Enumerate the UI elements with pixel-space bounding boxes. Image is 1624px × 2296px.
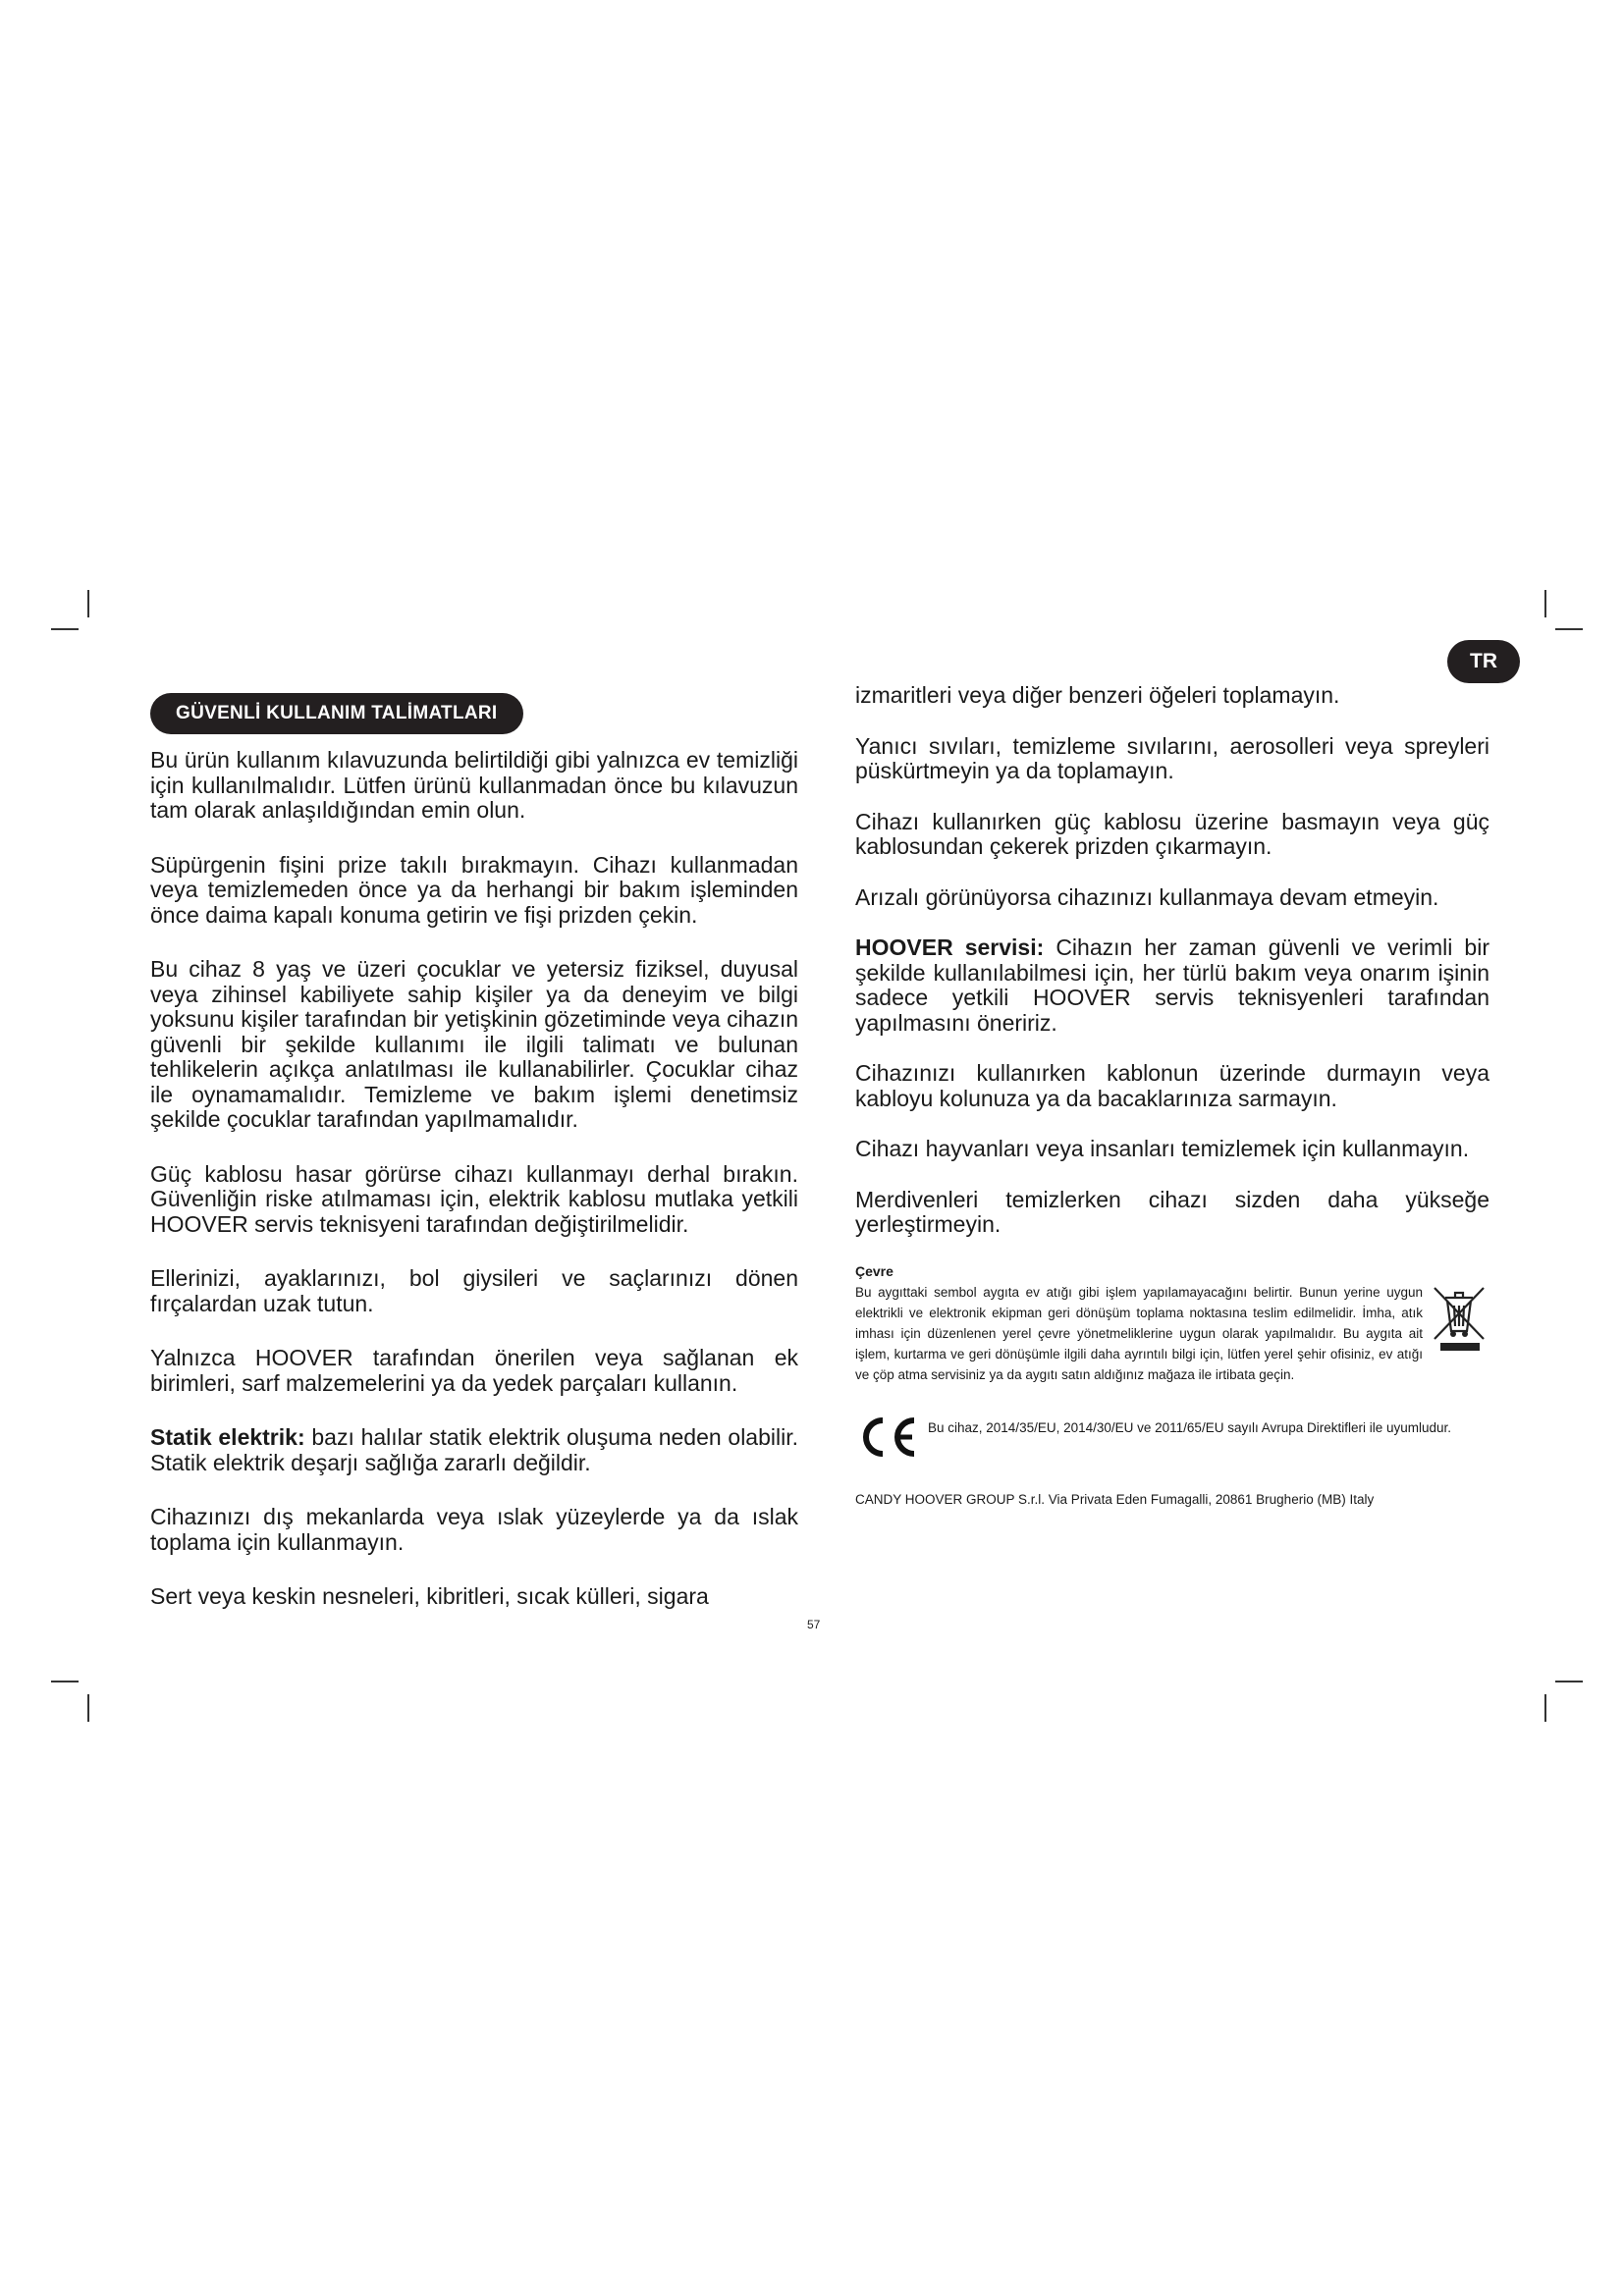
paragraph: Cihazınızı dış mekanlarda veya ıslak yüzeylerde ya da ıslak toplama için kullanmayın. (150, 1504, 798, 1555)
paragraph: Bu ürün kullanım kılavuzunda belirtildiği gibi yalnızca ev temizliği için kullanılmalıdır. Lütfen ürünü kullanmadan önce bu kılavuzun tam olarak anlaşıldığından emin olun. (150, 747, 798, 823)
paragraph: Cihazınızı kullanırken kablonun üzerinde durmayın veya kabloyu kolunuza ya da bacaklarınıza sarmayın. (855, 1060, 1489, 1111)
paragraph: izmaritleri veya diğer benzeri öğeleri toplamayın. (855, 682, 1340, 708)
crop-mark (51, 628, 79, 630)
crop-mark (87, 1694, 89, 1722)
crop-mark (87, 590, 89, 617)
paragraph: Arızalı görünüyorsa cihazınızı kullanmaya devam etmeyin. (855, 883, 1439, 910)
paragraph-body: Cihazın her zaman güvenli ve verimli bir şekilde kullanılabilmesi için, her türlü bakım veya onarım işinin sadece yetkili HOOVER servis teknisyenleri tarafından yapılmasını öneririz. (855, 934, 1489, 1036)
environment-section (855, 1282, 1489, 1385)
crop-mark (1544, 590, 1546, 617)
crop-mark (1555, 1681, 1583, 1682)
paragraph: Cihazı kullanırken güç kablosu üzerine basmayın veya güç kablosundan çekerek prizden çıkarmayın. (855, 808, 1489, 859)
paragraph: Merdivenleri temizlerken cihazı sizden daha yükseğe yerleştirmeyin. (855, 1186, 1489, 1237)
right-column (855, 683, 1489, 1510)
weee-crossed-bin-icon (1429, 1282, 1489, 1353)
language-badge: TR (1447, 640, 1520, 683)
page-number: 57 (807, 1618, 821, 1631)
ce-mark-icon (855, 1415, 920, 1460)
paragraph: Süpürgenin fişini prize takılı bırakmayın. Cihazı kullanmadan veya temizlemeden önce ya da herhangi bir bakım işleminden önce daima kapalı konuma getirin ve fişi prizden çekin. (150, 851, 798, 928)
paragraph: Cihazı hayvanları veya insanları temizlemek için kullanmayın. (855, 1136, 1470, 1161)
crop-mark (1555, 628, 1583, 630)
paragraph-lead: HOOVER servisi: (855, 934, 1045, 960)
crop-mark (51, 1681, 79, 1682)
paragraph: Yalnızca HOOVER tarafından önerilen veya sağlanan ek birimleri, sarf malzemelerini ya da yedek parçaları kullanın. (150, 1345, 798, 1396)
paragraph: Güç kablosu hasar görürse cihazı kullanmayı derhal bırakın. Güvenliğin riske atılmaması için, elektrik kablosu mutlaka yetkili HOOVER servis teknisyeni tarafından değiştirilmelidir. (150, 1160, 798, 1237)
company-address: CANDY HOOVER GROUP S.r.l. Via Privata Eden Fumagalli, 20861 Brugherio (MB) Italy (855, 1491, 1375, 1507)
paragraph (855, 935, 1489, 1036)
environment-title: Çevre (855, 1262, 893, 1279)
paragraph: Sert veya keskin nesneleri, kibritleri, sıcak külleri, sigara (150, 1583, 709, 1609)
ce-text: Bu cihaz, 2014/35/EU, 2014/30/EU ve 2011/65/EU sayılı Avrupa Direktifleri ile uyumludur. (928, 1419, 1452, 1435)
ce-section (855, 1415, 1489, 1460)
paragraph-lead: Statik elektrik: (150, 1424, 305, 1450)
paragraph (150, 1425, 798, 1475)
environment-text: Bu aygıttaki sembol aygıta ev atığı gibi işlem yapılamayacağını belirtir. Bunun yerine uygun elektrikli ve elektronik ekipman geri dönüşüm toplama noktasına teslim edilmelidir. İmha, atık imhası için düzenlenen yerel çevre yönetmeliklerine uygun olarak yapılmalıdır. Bu aygıta ait işlem, kurtarma ve geri dönüşümle ilgili daha ayrıntılı bilgi için, lütfen yerel şehir ofisiniz, ev atığı ve çöp atma servisiniz ya da aygıtı satın aldığınız mağaza ile irtibata geçin. (855, 1284, 1423, 1382)
section-title: GÜVENLİ KULLANIM TALİMATLARI (150, 693, 523, 734)
paragraph: Bu cihaz 8 yaş ve üzeri çocuklar ve yetersiz fiziksel, duyusal veya zihinsel kabiliyete sahip kişiler ya da deneyim ve bilgi yoksunu kişiler tarafından bir yetişkinin gözetiminde veya cihazın güvenli bir şekilde kullanımı ile ilgili talimatı ve bulunan tehlikelerin açıkça anlatılması ile kullanabilirler. Çocuklar cihaz ile oynamamalıdır. Temizleme ve bakım işlemi denetimsiz şekilde çocuklar tarafından yapılmamalıdır. (150, 956, 798, 1132)
left-column (150, 748, 798, 1639)
paragraph-body: bazı halılar statik elektrik oluşuma neden olabilir. Statik elektrik deşarjı sağlığa zararlı değildir. (150, 1424, 798, 1475)
paragraph: Ellerinizi, ayaklarınızı, bol giysileri ve saçlarınızı dönen fırçalardan uzak tutun. (150, 1265, 798, 1316)
crop-mark (1544, 1694, 1546, 1722)
paragraph: Yanıcı sıvıları, temizleme sıvılarını, aerosolleri veya spreyleri püskürtmeyin ya da toplamayın. (855, 732, 1489, 783)
